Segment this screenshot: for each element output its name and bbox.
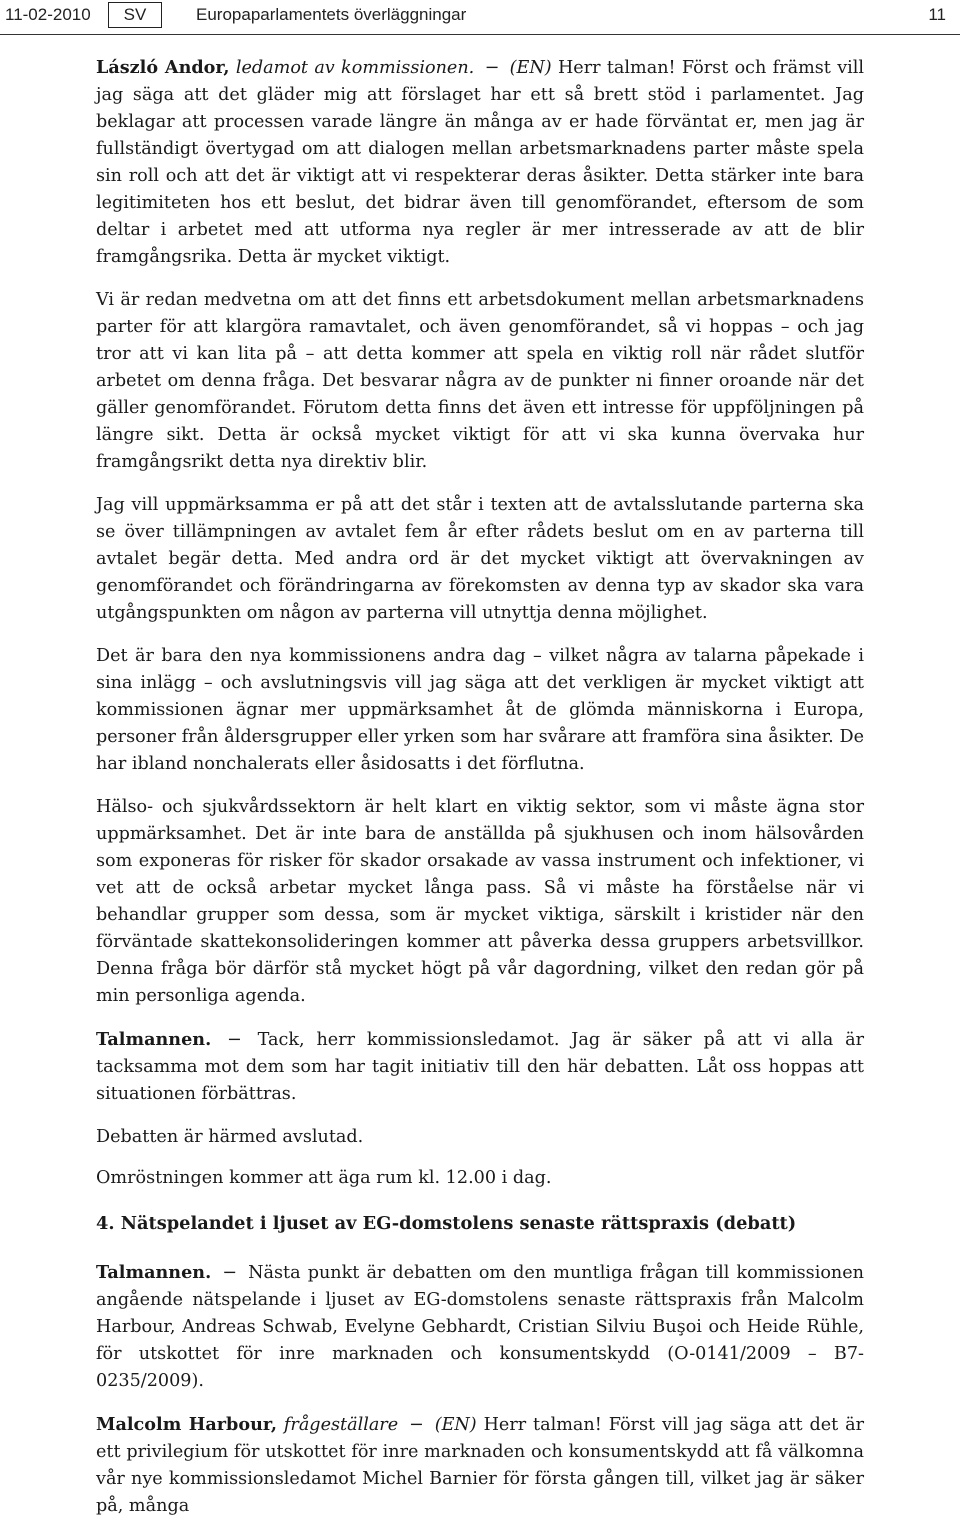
paragraph-8: Omröstningen kommer att äga rum kl. 12.00 i dag. [96,1168,552,1188]
paragraph-3: Jag vill uppmärksamma er på att det står i texten att de avtalsslutande parterna ska se över tillämpningen av avtalet fem år efter rådets beslut om en av parterna till avtalet begär detta. Med andra ord är det mycket viktigt att övervakningen av genomförandet och förändringarna av förekomsten av denna typ av skador ska vara utgångspunkten om någon av parterna vill utnyttja denna möjlighet. [96,495,864,623]
dash: − [227,1030,242,1050]
dash: − [222,1263,238,1283]
paragraph-7: Debatten är härmed avslutad. [96,1127,364,1147]
header-title: Europaparlamentets överläggningar [196,5,467,24]
paragraph-text: Herr talman! Först och främst vill jag säga att det gläder mig att förslaget har ett så brett stöd i parlamentet. Jag beklagar att processen varade längre än många av er hade förväntat er, men jag är fullständigt övertygad om att dialogen mellan arbetsmarknadens parter måste spela sin roll och att det är viktigt att vi respekterar deras åsikter. Detta stärker inte bara legitimiteten hos ett beslut, det bidrar även till genomförandet, eftersom de som deltar i arbetet med att utforma nya regler är mer intresserade av att de blir framgångsrika. Detta är mycket viktigt. [96,58,865,267]
paragraph-text: Tack, herr kommissionsledamot. Jag är säker på att vi alla är tacksamma mot dem som har tagit initiativ till den här debatten. Låt oss hoppas att situationen förbättras. [96,1030,864,1104]
language-tag: (EN) [509,58,552,78]
paragraph-text: Herr talman! Först vill jag säga att det är ett privilegium för utskottet för inre marknaden och konsumentskydd att få välkomna vår nye kommissionsledamot Michel Barnier för första gången till, vilket jag är säker på, många [96,1415,865,1516]
paragraph-text: Nästa punkt är debatten om den muntliga frågan till kommissionen angående nätspelande i ljuset av EG-domstolens senaste rättspraxis från Malcolm Harbour, Andreas Schwab, Evelyne Gebhardt, Cristian Silviu Buşoi och Heide Rühle, för utskottet för inre marknaden och konsumentskydd (O-0141/2009 – B7-0235/2009). [96,1263,865,1391]
paragraph-2: Vi är redan medvetna om att det finns ett arbetsdokument mellan arbetsmarknadens parter för att klargöra ramavtalet, och även genomförandet, så vi hoppas – och jag tror att vi kan lita på – att detta kommer att spela en viktig roll när rådet slutför arbetet om denna fråga. Det besvarar några av de punkter ni finner oroande när det gäller genomförandet. Förutom detta finns det även ett intresse för uppföljningen på längre sikt. Detta är också mycket viktigt för att vi ska kunna övervaka hur framgångsrikt detta nya direktiv blir. [96,290,864,472]
section-heading: 4. Nätspelandet i ljuset av EG-domstolens senaste rättspraxis (debatt) [96,1213,797,1234]
header-date: 11-02-2010 [5,5,91,24]
paragraph-harbour [96,1411,864,1520]
page-number: 11 [928,5,946,24]
language-badge: SV [108,2,162,28]
header-rule [0,34,960,35]
document-body [96,54,864,1536]
speaker-name: Malcolm Harbour, [96,1414,277,1435]
paragraph-5: Hälso- och sjukvårdssektorn är helt klart en viktig sektor, som vi måste ägna stor uppmärksamhet. Det är inte bara de anställda på sjukhusen och inom hälsovården som exponeras för risker för skador orsakade av vassa instrument och infektioner, vi vet att de också arbetar mycket långa pass. Så vi måste ha förståelse när vi behandlar grupper som dessa, som är mycket viktiga, särskilt i kristider när den förväntade skattekonsolideringen kommer att påverka dessa gruppers arbetsvillkor. Denna fråga bör därför stå mycket högt på vår dagordning, vilket den redan gör på min personliga agenda. [96,797,864,1006]
language-tag: (EN) [434,1415,477,1435]
paragraph-talmannen-1 [96,1026,864,1108]
speaker-name: László Andor, [96,57,230,78]
page-header [0,0,960,34]
speaker-role: ledamot av kommissionen. [235,58,475,78]
paragraph-andor [96,54,864,271]
paragraph-talmannen-2 [96,1259,864,1395]
speaker-role: frågeställare [283,1415,399,1435]
dash: − [484,58,500,78]
paragraph-4: Det är bara den nya kommissionens andra dag – vilket några av talarna påpekade i sina inlägg – och avslutningsvis vill jag säga att det verkligen är mycket viktigt att kommissionen ägnar mer uppmärksamhet åt de glömda människorna i Europa, personer från åldersgrupper eller yrken som har svårare att framföra sina åsikter. De har ibland nonchalerats eller åsidosatts i det förflutna. [96,646,864,774]
dash: − [409,1415,424,1435]
speaker-name: Talmannen. [96,1262,212,1283]
speaker-name: Talmannen. [96,1029,212,1050]
